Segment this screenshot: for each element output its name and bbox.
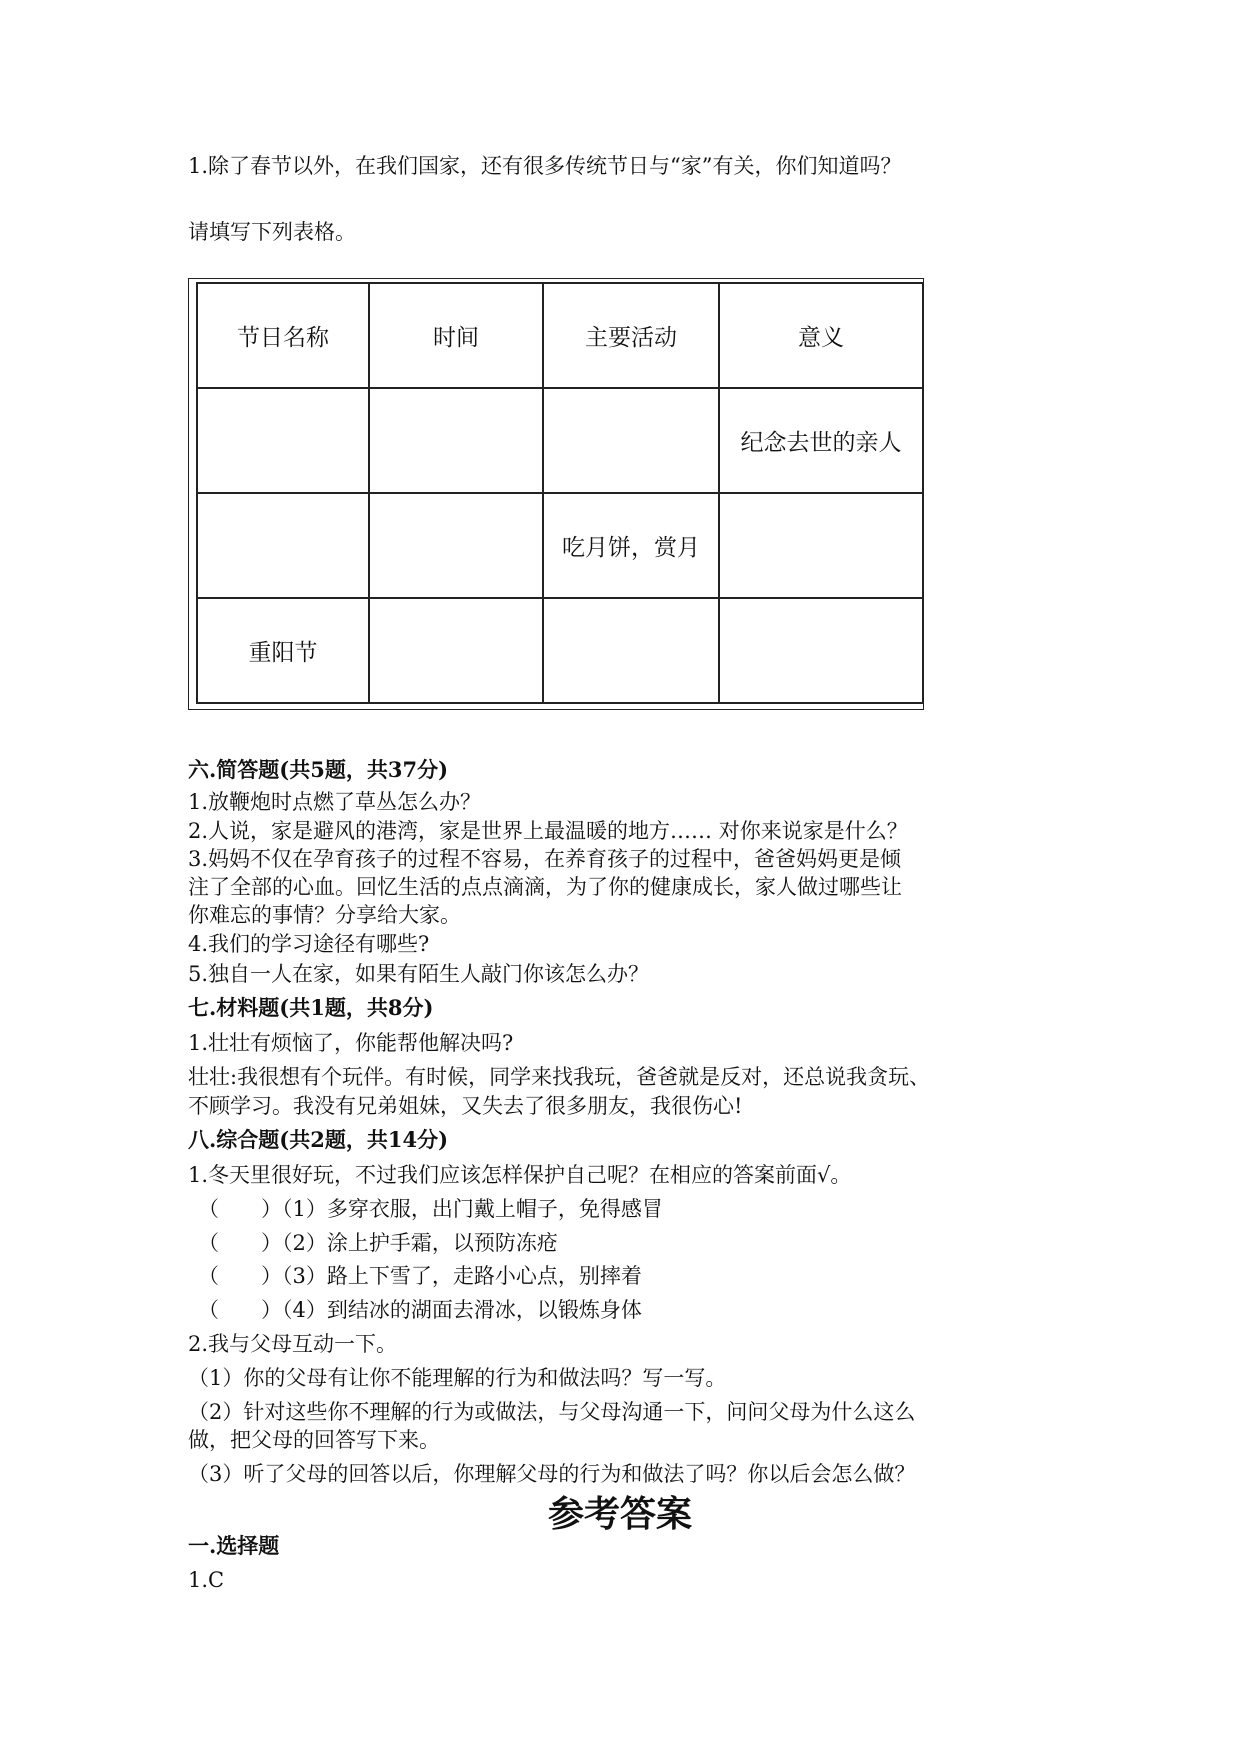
section-8-question-1: 1.冬天里很好玩，不过我们应该怎样保护自己呢？在相应的答案前面√。 — [188, 1163, 852, 1187]
section-7-line: 1.壮壮有烦恼了，你能帮他解决吗? — [188, 1031, 514, 1055]
sub-question: （2）针对这些你不理解的行为或做法，与父母沟通一下，问问父母为什么这么 — [188, 1400, 916, 1424]
table-cell[interactable] — [719, 493, 923, 598]
sub-question: （1）你的父母有让你不能理解的行为和做法吗？写一写。 — [188, 1366, 727, 1390]
section-6-line: 注了全部的心血。回忆生活的点点滴滴，为了你的健康成长，家人做过哪些让 — [188, 875, 902, 899]
section-7-line: 不顾学习。我没有兄弟姐妹，又失去了很多朋友，我很伤心! — [188, 1094, 743, 1118]
instruction-text: 请填写下列表格。 — [188, 220, 356, 244]
section-6-line: 1.放鞭炮时点燃了草丛怎么办？ — [188, 790, 482, 814]
table-cell[interactable] — [369, 598, 543, 703]
section-7-title: 七.材料题(共1题，共8分) — [188, 995, 434, 1020]
question-1-text: 1.除了春节以外，在我们国家，还有很多传统节日与“家”有关，你们知道吗？ — [188, 154, 902, 178]
table-row — [197, 493, 923, 598]
section-6-title: 六.简答题(共5题，共37分) — [188, 757, 449, 782]
table-cell[interactable] — [543, 598, 719, 703]
section-8-question-2: 2.我与父母互动一下。 — [188, 1332, 398, 1356]
section-6-line: 你难忘的事情？分享给大家。 — [188, 903, 461, 927]
table-row — [197, 388, 923, 493]
festival-table — [196, 282, 924, 704]
table-cell[interactable] — [197, 388, 369, 493]
table-cell: 重阳节 — [197, 598, 369, 703]
option-item[interactable]: （ ）（2）涂上护手霜，以预防冻疮 — [198, 1231, 558, 1255]
table-cell: 吃月饼，赏月 — [543, 493, 719, 598]
header-cell: 时间 — [369, 283, 543, 388]
answers-section-1-title: 一.选择题 — [188, 1533, 280, 1558]
table-cell: 纪念去世的亲人 — [719, 388, 923, 493]
option-item[interactable]: （ ）（3）路上下雪了，走路小心点，别摔着 — [198, 1264, 642, 1288]
header-cell: 节日名称 — [197, 283, 369, 388]
header-cell: 意义 — [719, 283, 923, 388]
section-6-line: 3.妈妈不仅在孕育孩子的过程不容易，在养育孩子的过程中，爸爸妈妈更是倾 — [188, 847, 902, 871]
sub-question: （3）听了父母的回答以后，你理解父母的行为和做法了吗？你以后会怎么做？ — [188, 1462, 916, 1486]
section-6-line: 5.独自一人在家，如果有陌生人敲门你该怎么办？ — [188, 962, 650, 986]
table-cell[interactable] — [369, 493, 543, 598]
option-item[interactable]: （ ）（4）到结冰的湖面去滑冰，以锻炼身体 — [198, 1298, 642, 1322]
answers-title: 参考答案 — [547, 1493, 692, 1535]
table-cell[interactable] — [197, 493, 369, 598]
option-item[interactable]: （ ）（1）多穿衣服，出门戴上帽子，免得感冒 — [198, 1197, 663, 1221]
table-header-row — [197, 283, 923, 388]
table-row — [197, 598, 923, 703]
section-6-line: 2.人说，家是避风的港湾，家是世界上最温暖的地方…… 对你来说家是什么？ — [188, 819, 908, 843]
table-cell[interactable] — [543, 388, 719, 493]
section-7-line: 壮壮:我很想有个玩伴。有时候，同学来找我玩，爸爸就是反对，还总说我贪玩、 — [188, 1065, 931, 1089]
table-cell[interactable] — [369, 388, 543, 493]
header-cell: 主要活动 — [543, 283, 719, 388]
section-6-line: 4.我们的学习途径有哪些? — [188, 932, 430, 956]
section-8-title: 八.综合题(共2题，共14分) — [188, 1127, 449, 1152]
table-cell[interactable] — [719, 598, 923, 703]
answer-1: 1.C — [188, 1568, 225, 1592]
sub-question: 做，把父母的回答写下来。 — [188, 1428, 440, 1452]
